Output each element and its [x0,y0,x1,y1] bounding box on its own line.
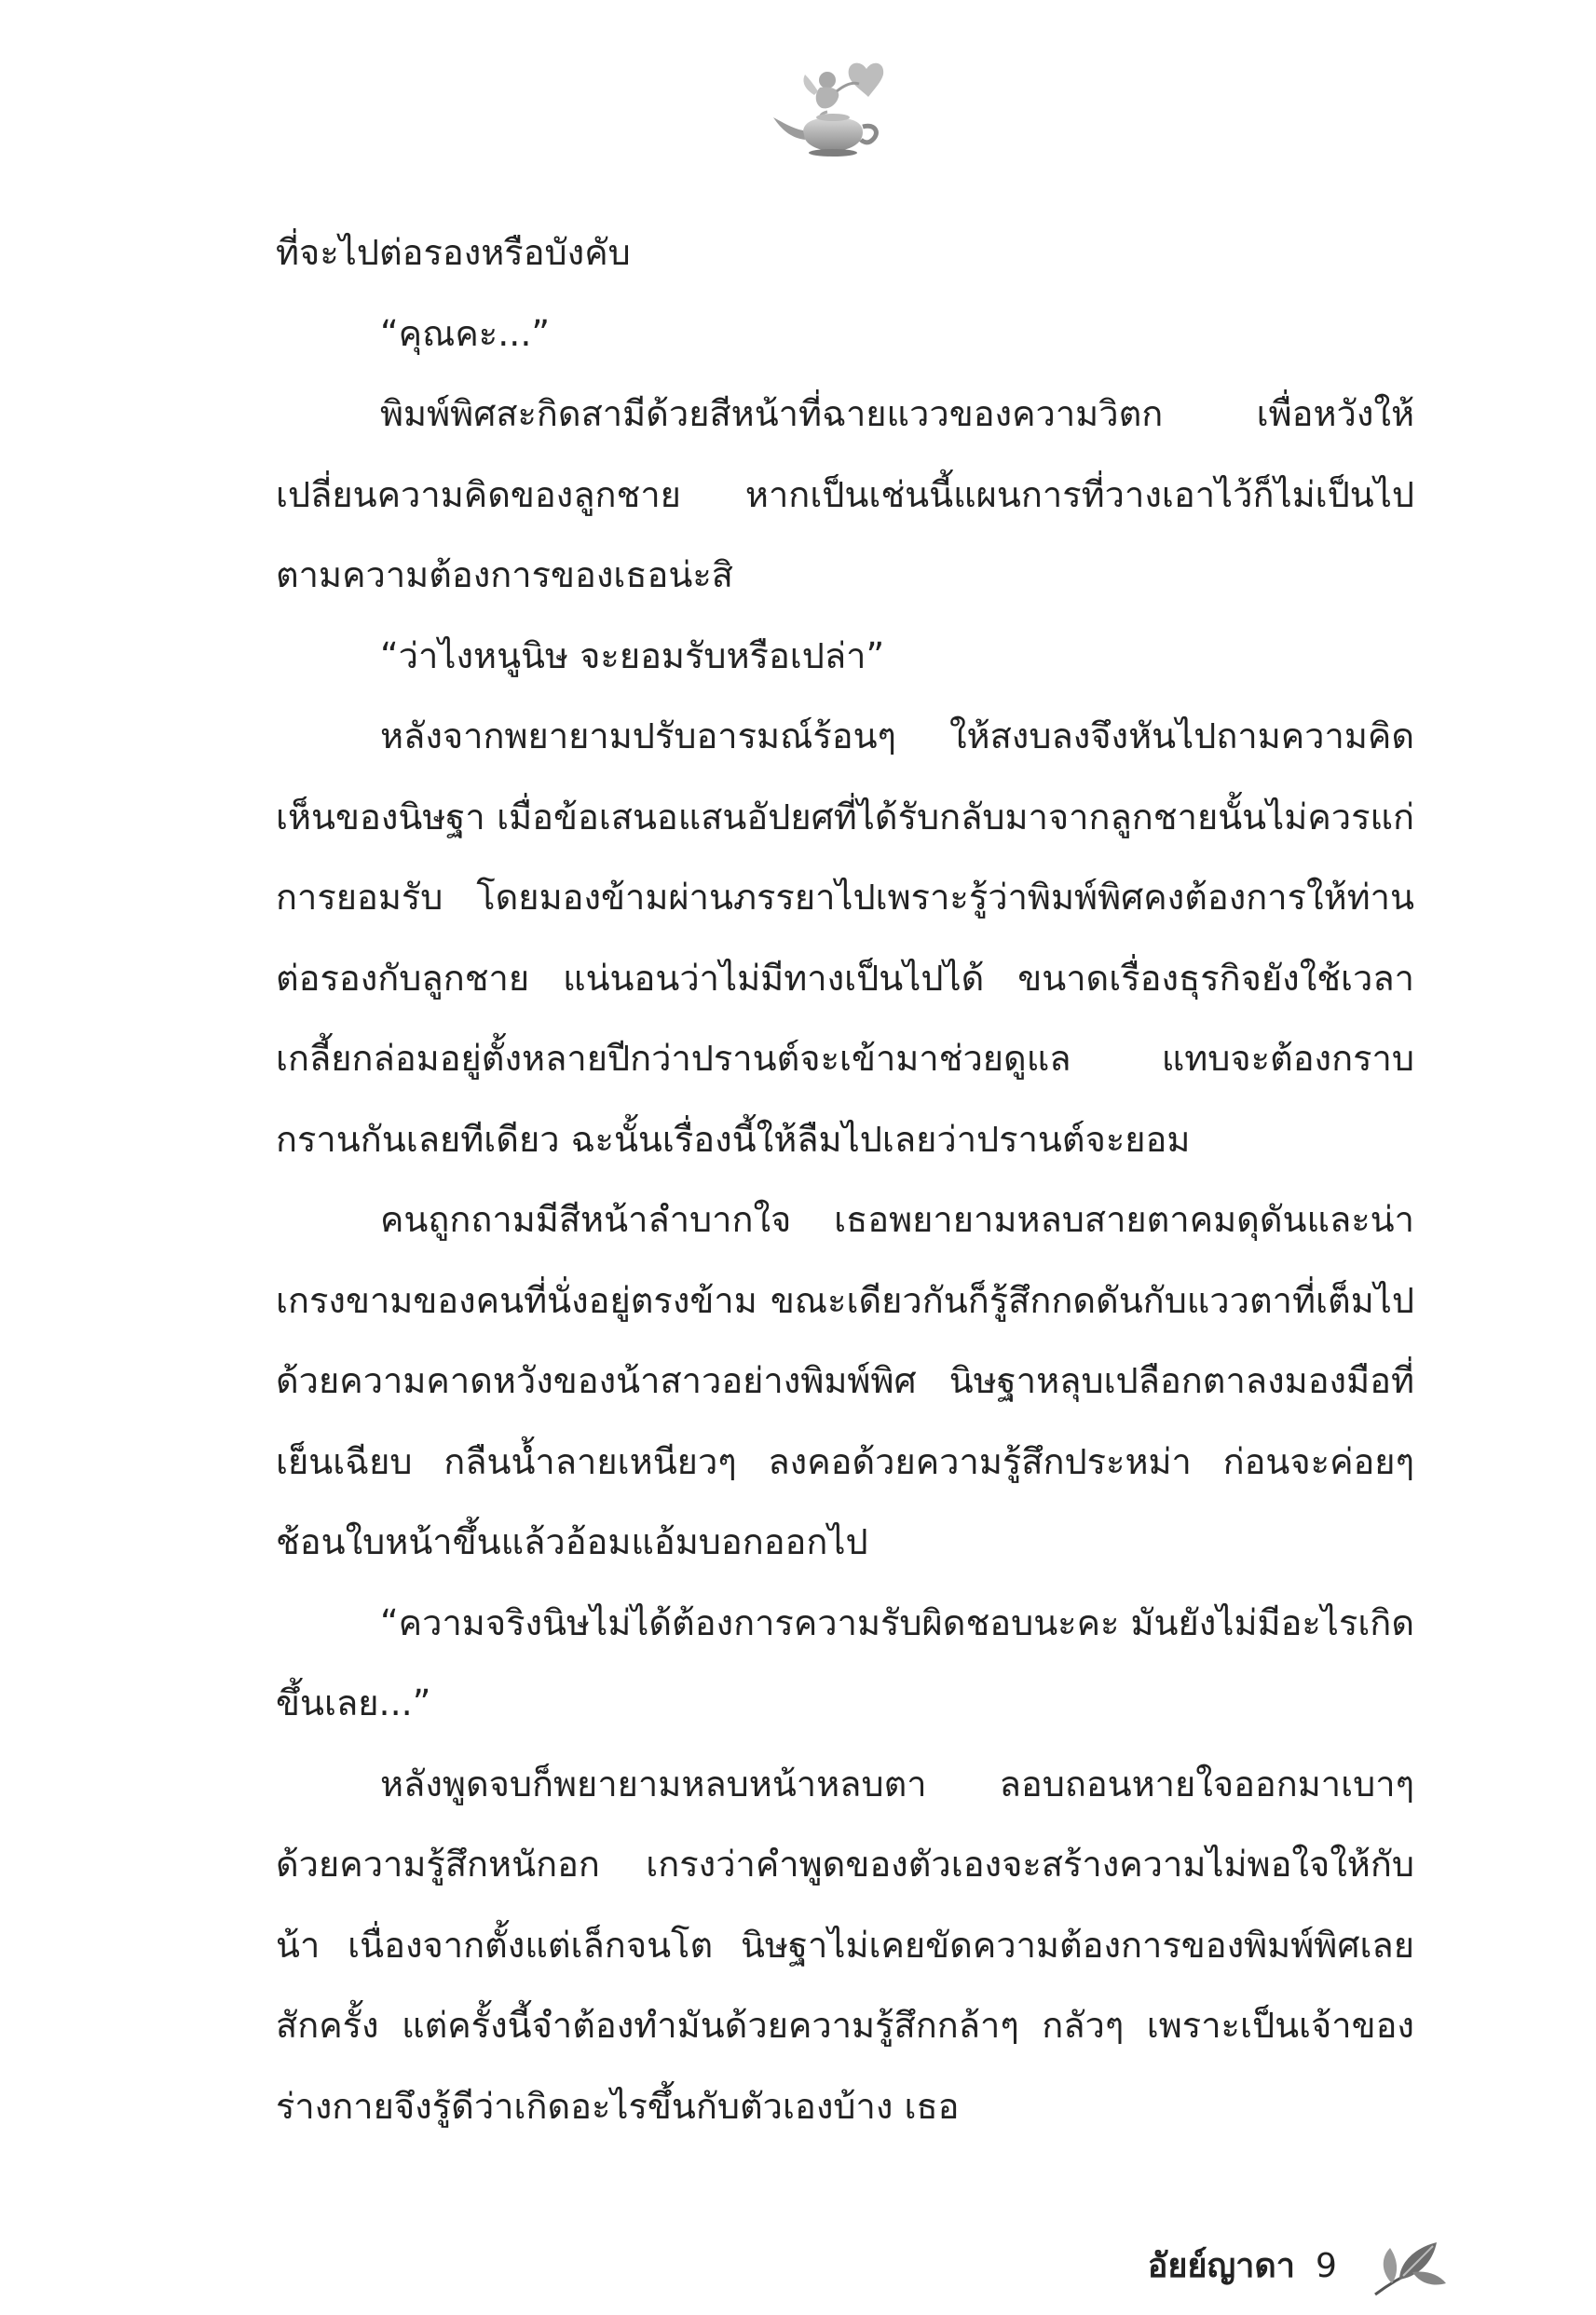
author-name: อัยย์ญาดา [1147,2247,1295,2285]
tea-leaf-icon [1371,2229,1448,2298]
paragraph: หลังจากพยายามปรับอารมณ์ร้อนๆ ให้สงบลงจึงหันไปถามความคิดเห็นของนิษฐา เมื่อข้อเสนอแสนอัปยศที่ได้รับกลับมาจากลูกชายนั้นไม่ควรแก่การยอมรับ โดยมองข้ามผ่านภรรยาไปเพราะรู้ว่าพิมพ์พิศคงต้องการให้ท่านต่อรองกับลูกชาย แน่นอนว่าไม่มีทางเป็นไปได้ ขนาดเรื่องธุรกิจยังใช้เวลาเกลี้ยกล่อมอยู่ตั้งหลายปีกว่าปรานต์จะเข้ามาช่วยดูแล แทบจะต้องกราบกรานกันเลยทีเดียว ฉะนั้นเรื่องนี้ให้ลืมไปเลยว่าปรานต์จะยอม [276,715,1414,1160]
body-text [276,212,1414,2146]
page-footer [1071,2240,1463,2315]
paragraph: หลังพูดจบก็พยายามหลบหน้าหลบตา ลอบถอนหายใจออกมาเบาๆ ด้วยความรู้สึกหนักอก เกรงว่าคำพูดของตัวเองจะสร้างความไม่พอใจให้กับน้า เนื่องจากตั้งแต่เล็กจนโต นิษฐาไม่เคยขัดความต้องการของพิมพ์พิศเลยสักครั้ง แต่ครั้งนี้จำต้องทำมันด้วยความรู้สึกกล้าๆ กลัวๆ เพราะเป็นเจ้าของร่างกายจึงรู้ดีว่าเกิดอะไรขึ้นกับตัวเองบ้าง เธอ [276,1763,1414,2127]
paragraph: “คุณคะ...” [380,312,551,354]
paragraph: “ความจริงนิษไม่ได้ต้องการความรับผิดชอบนะคะ มันยังไม่มีอะไรเกิดขึ้นเลย...” [276,1601,1414,1723]
paragraph: “ว่าไงหนูนิษ จะยอมรับหรือเปล่า” [380,634,885,676]
cupid-teapot-emblem-icon [762,52,911,164]
page-number: 9 [1316,2247,1337,2285]
paragraph: คนถูกถามมีสีหน้าลำบากใจ เธอพยายามหลบสายตาคมดุดันและน่าเกรงขามของคนที่นั่งอยู่ตรงข้าม ขณะเดียวกันก็รู้สึกกดดันกับแววตาที่เต็มไปด้วยความคาดหวังของน้าสาวอย่างพิมพ์พิศ นิษฐาหลุบเปลือกตาลงมองมือที่เย็นเฉียบ กลืนน้ำลายเหนียวๆ ลงคอด้วยความรู้สึกประหม่า ก่อนจะค่อยๆ ช้อนใบหน้าขึ้นแล้วอ้อมแอ้มบอกออกไป [276,1199,1414,1562]
paragraph: ที่จะไปต่อรองหรือบังคับ [276,232,631,273]
paragraph: พิมพ์พิศสะกิดสามีด้วยสีหน้าที่ฉายแววของความวิตก เพื่อหวังให้เปลี่ยนความคิดของลูกชาย หากเป็นเช่นนี้แผนการที่วางเอาไว้ก็ไม่เป็นไปตามความต้องการของเธอน่ะสิ [276,393,1414,595]
